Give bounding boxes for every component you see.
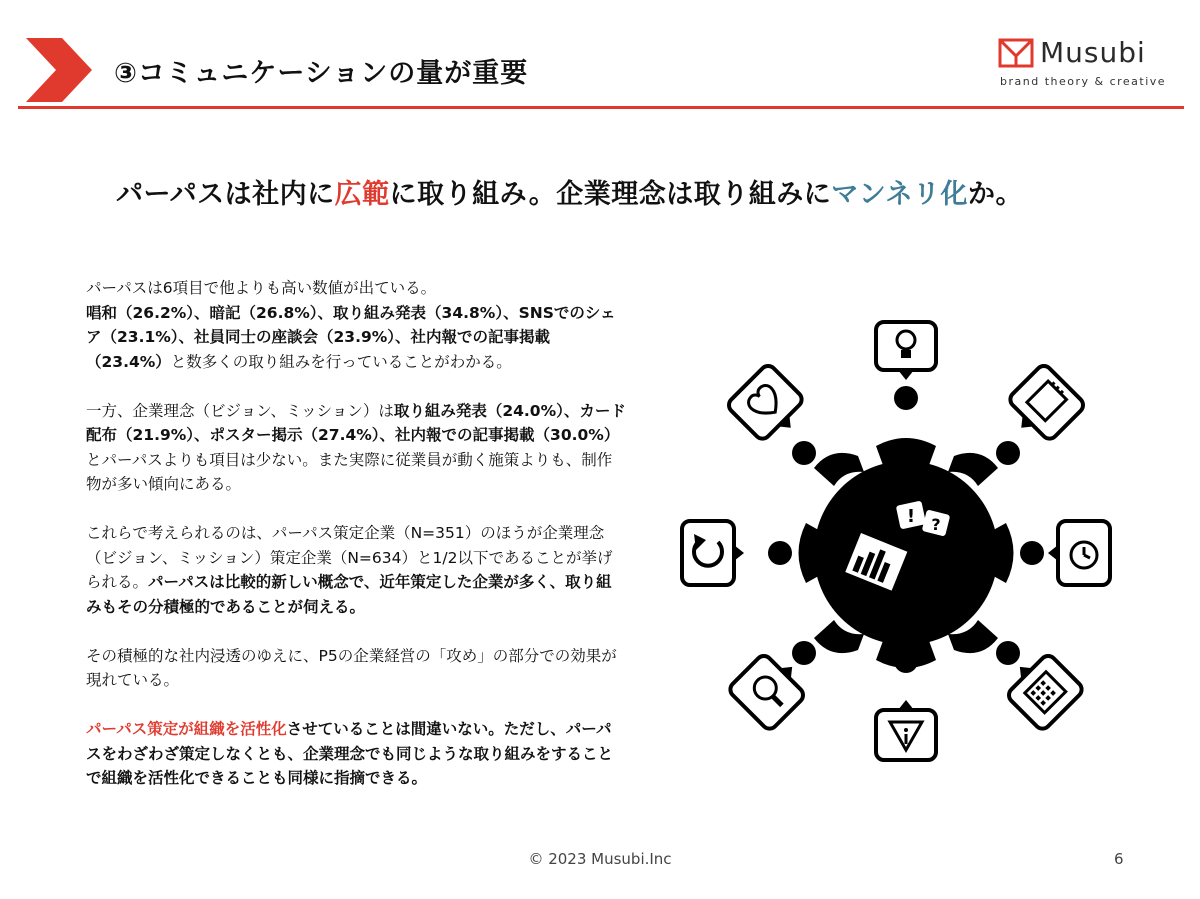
headline-part2: に取り組み。企業理念は取り組みに [389, 179, 832, 210]
footer-copyright: © 2023 Musubi.Inc [528, 850, 672, 868]
p4-text: その積極的な社内浸透のゆえに、P5の企業経営の「攻め」の部分での効果が現れている。 [86, 646, 617, 689]
lightbulb-icon [876, 322, 936, 380]
paragraph-2 [86, 399, 626, 497]
headline-part3: か。 [967, 179, 1023, 210]
paragraph-4 [86, 644, 626, 693]
musubi-logo [998, 36, 1168, 96]
p5-bold: させていることは間違いない。ただし、パーパスをわざわざ策定しなくとも、企業理念でも同じような取り組みをすることで組織を活性化できることも同様に指摘できる。 [86, 720, 614, 787]
p1-rest: と数多くの取り組みを行っていることがわかる。 [170, 352, 512, 371]
p2-plain: 一方、企業理念（ビジョン、ミッション）は [86, 401, 394, 420]
paragraph-1 [86, 276, 626, 374]
clock-icon [1048, 521, 1110, 585]
svg-text:?: ? [931, 515, 941, 534]
headline-part1: パーパスは社内に [116, 179, 335, 210]
p3-plain: これらで考えられるのは、パーパス策定企業（N=351）のほうが企業理念（ビジョン、ミッション）策定企業（N=634）と1/2以下であることが挙げられる。 [86, 524, 613, 591]
paragraph-3 [86, 521, 626, 619]
headline [116, 172, 1023, 211]
logo-name: Musubi [1040, 36, 1146, 69]
headline-highlight-red: 広範 [334, 179, 390, 210]
headline-highlight-blue: マンネリ化 [831, 179, 968, 210]
body-text [86, 276, 626, 815]
notebook-icon [1000, 363, 1086, 449]
logo-tagline: brand theory & creative [1000, 75, 1167, 88]
p1-bold: 唱和（26.2%）、暗記（26.8%）、取り組み発表（34.8%）、SNSでのシェア（23.1%）、社員同士の座談会（23.9%）、社内報での記事掲載（23.4%） [86, 303, 616, 371]
chevron-arrow-icon [26, 38, 96, 102]
p3-bold: パーパスは比較的新しい概念で、近年策定した企業が多く、取り組みもその分積極的であることが伺える。 [86, 573, 612, 616]
info-icon [876, 700, 936, 760]
paragraph-5 [86, 717, 626, 791]
page-number: 6 [1114, 850, 1124, 868]
svg-text:!: ! [906, 506, 916, 527]
meeting-table-illustration [676, 318, 1116, 768]
musubi-logo-mark-icon [998, 38, 1034, 68]
slide-title: ③コミュニケーションの量が重要 [114, 58, 529, 89]
p5-red: パーパス策定が組織を活性化 [86, 720, 287, 738]
heart-icon [726, 363, 812, 449]
p1-line1: パーパスは6項目で他よりも高い数値が出ている。 [86, 279, 437, 297]
p2-bold: 取り組み発表（24.0%）、カード配布（21.9%）、ポスター掲示（27.4%）、社内報での記事掲載（30.0%） [86, 401, 626, 444]
title-divider [18, 106, 1184, 109]
refresh-icon [682, 521, 744, 585]
p2-rest: とパーパスよりも項目は少ない。また実際に従業員が動く施策よりも、制作物が多い傾向にある。 [86, 450, 613, 493]
